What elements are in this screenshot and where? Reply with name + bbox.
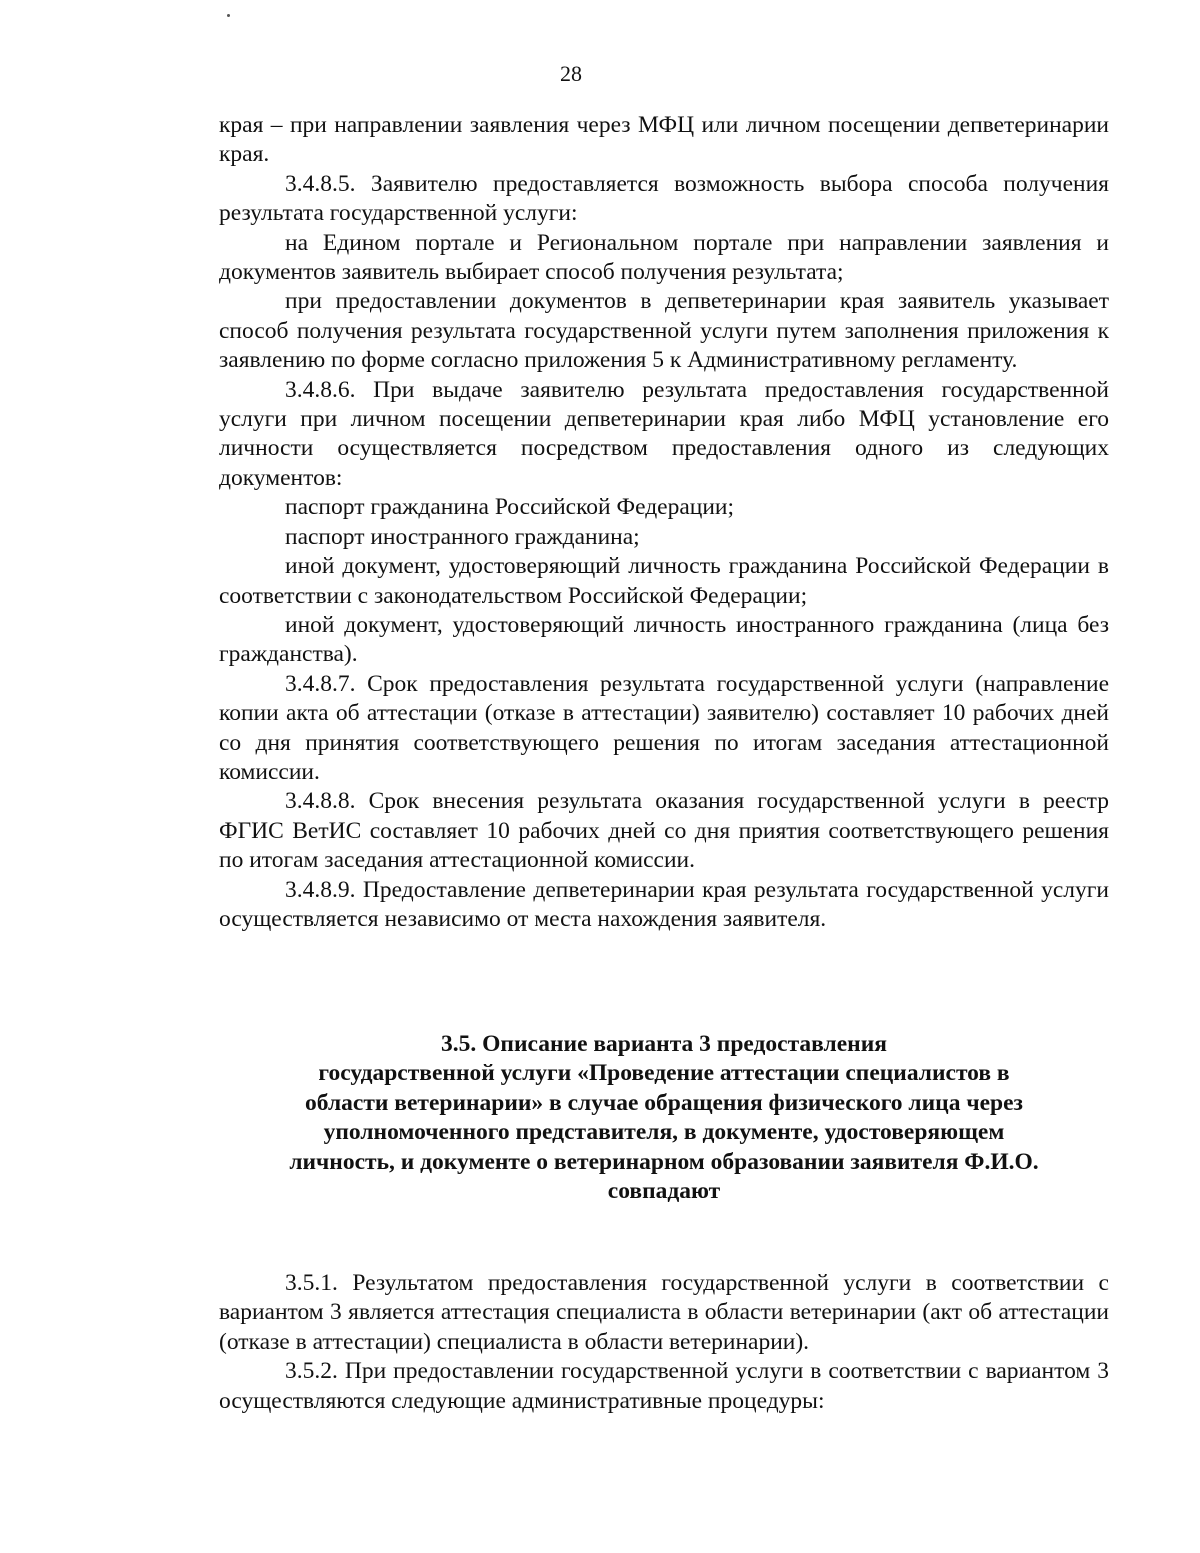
paragraph: края – при направлении заявления через МФЦ или личном посещении депветеринарии края. — [219, 112, 1109, 168]
paragraph: паспорт гражданина Российской Федерации; — [285, 494, 735, 521]
paragraph: 3.4.8.6. При выдаче заявителю результата предоставления государственной услуги при личном посещении депветеринарии края либо МФЦ установление его личности осуществляется посредством предоставления одного из следующих документов: — [219, 376, 1109, 491]
heading-line: государственной услуги «Проведение аттестации специалистов в — [318, 1060, 1010, 1087]
body-text — [219, 111, 1109, 934]
heading-line: совпадают — [607, 1178, 721, 1205]
paragraph: 3.5.1. Результатом предоставления государственной услуги в соответствии с вариантом 3 является аттестация специалиста в области ветеринарии (акт об аттестации (отказе в аттестации) специалиста в области ветеринарии). — [219, 1270, 1109, 1355]
paragraph: паспорт иностранного гражданина; — [285, 523, 640, 550]
section-heading — [219, 1030, 1109, 1206]
scan-speck — [227, 14, 230, 17]
paragraph: иной документ, удостоверяющий личность иностранного гражданина (лица без гражданства). — [219, 611, 1109, 668]
section-body-text — [219, 1269, 1109, 1416]
paragraph: 3.4.8.5. Заявителю предоставляется возможность выбора способа получения результата государственной услуги: — [219, 170, 1109, 227]
paragraph: 3.4.8.9. Предоставление депветеринарии края результата государственной услуги осуществляется независимо от места нахождения заявителя. — [219, 876, 1109, 932]
heading-line: уполномоченного представителя, в документе, удостоверяющем — [323, 1119, 1005, 1146]
paragraph: на Едином портале и Региональном портале при направлении заявления и документов заявитель выбирает способ получения результата; — [219, 229, 1109, 286]
heading-line: личность, и документе о ветеринарном образовании заявителя Ф.И.О. — [289, 1148, 1039, 1175]
page-number — [0, 60, 1200, 88]
paragraph: 3.5.2. При предоставлении государственной услуги в соответствии с вариантом 3 осуществляются следующие административные процедуры: — [219, 1358, 1109, 1414]
heading-line: области ветеринарии» в случае обращения физического лица через — [305, 1089, 1023, 1116]
heading-line: 3.5. Описание варианта 3 предоставления — [441, 1031, 887, 1057]
paragraph: 3.4.8.7. Срок предоставления результата государственной услуги (направление копии акта об аттестации (отказе в аттестации) заявителю) составляет 10 рабочих дней со дня принятия соответствующего решения по итогам заседания аттестационной комиссии. — [219, 670, 1109, 785]
paragraph: при предоставлении документов в депветеринарии края заявитель указывает способ получения результата государственной услуги путем заполнения приложения к заявлению по форме согласно приложения 5 к Административному регламенту. — [219, 288, 1109, 374]
page-number-text: 28 — [560, 61, 582, 86]
paragraph: 3.4.8.8. Срок внесения результата оказания государственной услуги в реестр ФГИС ВетИС составляет 10 рабочих дней со дня приятия соответствующего решения по итогам заседания аттестационной комиссии. — [219, 788, 1109, 874]
paragraph: иной документ, удостоверяющий личность гражданина Российской Федерации в соответствии с законодательством Российской Федерации; — [219, 553, 1109, 609]
